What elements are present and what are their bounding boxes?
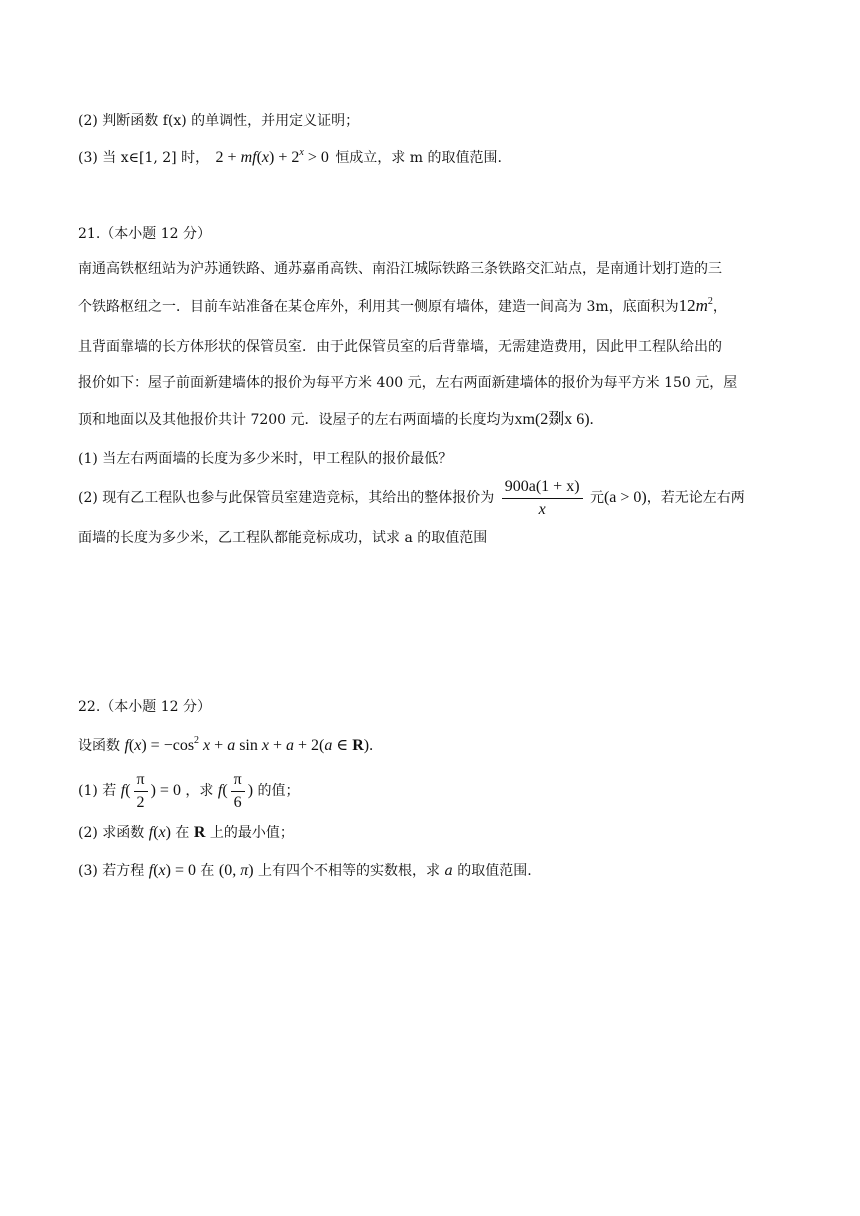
q21-part2-tail: ，若无论左右两	[646, 490, 745, 506]
q21-fraction-numerator: 900a(1 + x)	[502, 476, 583, 499]
q20-part2-text: (2) 判断函数 f(x) 的单调性，并用定义证明；	[78, 113, 360, 129]
q22-part3: (3) 若方程 f(x) = 0 在 (0, π) 上有四个不相等的实数根，求 a 的取值范围.	[78, 862, 532, 879]
q21-part2-lead: (2) 现有乙工程队也参与此保管员室建造竞标，其给出的整体报价为	[78, 490, 495, 506]
q22-header: 22.（本小题 12 分）	[78, 699, 211, 715]
q22-function-definition: $f(x) = -\cos^2$ x + a sin x + a + 2(a ∈ R).	[124, 735, 374, 754]
q21-paragraph-line-4: 报价如下：屋子前面新建墙体的报价为每平方米 400 元，左右两面新建墙体的报价为每平方米 150 元，屋	[78, 375, 738, 391]
q20-part3	[78, 148, 800, 168]
q20-part3-inequality: $2 + mf(x) + 2^x > 0$	[215, 147, 329, 166]
q22-part1-lead: (1) 若	[78, 783, 117, 799]
q21-part2	[78, 474, 800, 522]
q21-a-condition: (a > 0)	[603, 489, 647, 506]
q22-f-pi-over-6: f( $\frac{\pi}{6}$ )	[217, 770, 254, 811]
q21-area-math: $12m^2$	[678, 296, 713, 315]
q22-f-pi-over-2: f( $\frac{\pi}{2}$ ) = 0	[120, 770, 181, 811]
q22-def-lead: 设函数	[78, 738, 120, 754]
q21-paragraph-line-3: 且背面靠墙的长方体形状的保管员室．由于此保管员室的后背靠墙，无需建造费用，因此甲工程队给出的	[78, 339, 722, 355]
q20-part2	[78, 111, 800, 131]
q21-paragraph-line-2	[78, 296, 800, 317]
q22-part1	[78, 766, 800, 816]
q21-p5-text: 顶和地面以及其他报价共计 7200 元．设屋子的左右两面墙的长度均为	[78, 412, 515, 428]
q21-yuan: 元	[589, 490, 604, 506]
q21-paragraph-line-5	[78, 410, 800, 430]
q21-price-fraction	[502, 476, 583, 521]
q21-length-range-math: xm(2剟x 6).	[514, 411, 594, 428]
q21-paragraph-line-1: 南通高铁枢纽站为沪苏通铁路、通苏嘉甬高铁、南沿江城际铁路三条铁路交汇站点，是南通计划打造的三	[78, 261, 722, 277]
q22-definition	[78, 736, 800, 756]
q20-part3-lead: (3) 当 x∈[1, 2] 时，	[78, 150, 210, 166]
q22-part2: (2) 求函数 f(x) 在 R 上的最小值；	[78, 824, 294, 841]
q20-part3-tail: 恒成立，求 m 的取值范围.	[335, 150, 502, 166]
q22-part1-tail: 的值；	[257, 783, 300, 799]
q22-part1-mid: ，求	[185, 783, 214, 799]
q21-part1: (1) 当左右两面墙的长度为多少米时，甲工程队的报价最低？	[78, 451, 453, 467]
q21-p2-end: ，	[712, 299, 727, 315]
q21-fraction-denominator: x	[538, 500, 546, 518]
q21-part2-line-2: 面墙的长度为多少米，乙工程队都能竞标成功，试求 a 的取值范围	[78, 530, 488, 546]
q21-p2-text: 个铁路枢纽之一．目前车站准备在某仓库外，利用其一侧原有墙体，建造一间高为 3m，底面积为	[78, 299, 679, 315]
q21-header: 21.（本小题 12 分）	[78, 226, 211, 242]
